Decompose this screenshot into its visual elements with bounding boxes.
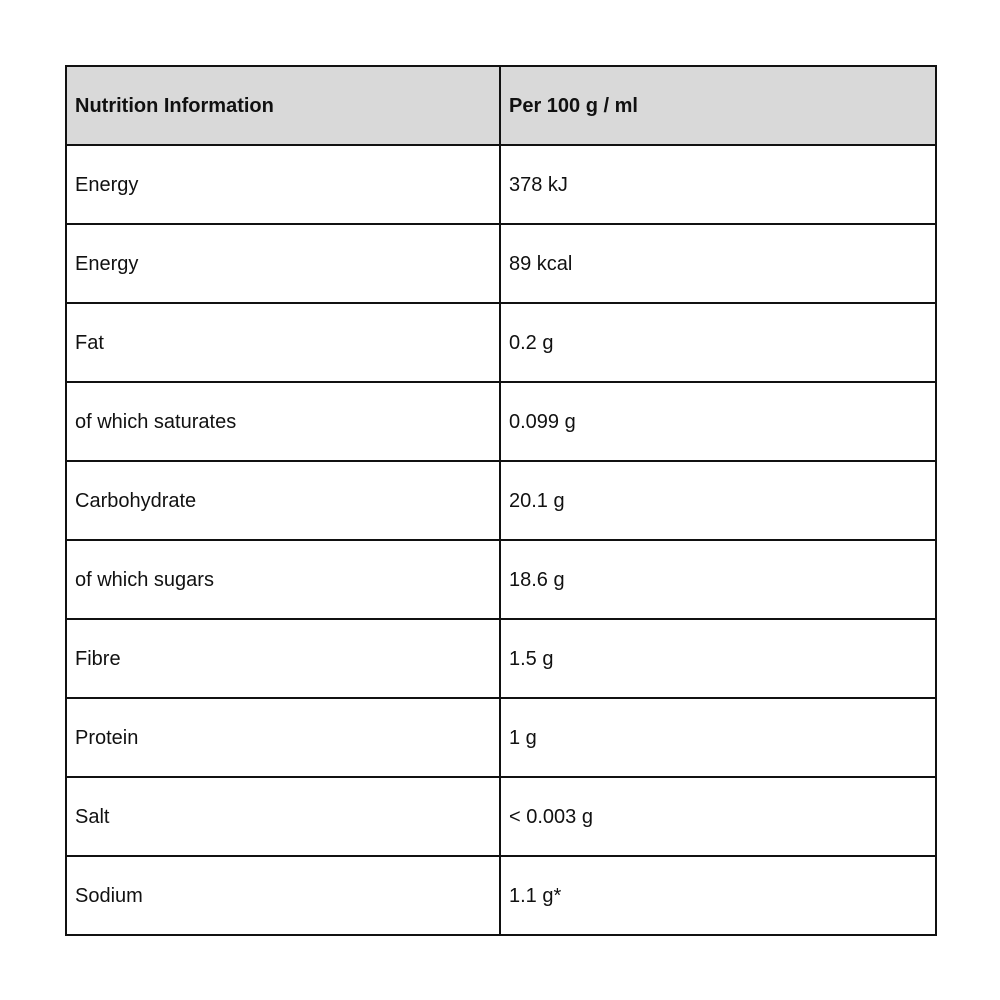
table-row xyxy=(66,303,936,382)
column-header-nutrition-information: Nutrition Information xyxy=(66,66,500,145)
row-value: 18.6 g xyxy=(500,540,936,619)
table-row xyxy=(66,777,936,856)
nutrition-table xyxy=(65,65,937,936)
row-label: Fat xyxy=(66,303,500,382)
table-row xyxy=(66,856,936,935)
row-label: Energy xyxy=(66,224,500,303)
table-row xyxy=(66,382,936,461)
row-value: 89 kcal xyxy=(500,224,936,303)
table-row xyxy=(66,145,936,224)
row-label: Sodium xyxy=(66,856,500,935)
row-value: 1.1 g* xyxy=(500,856,936,935)
row-label: Salt xyxy=(66,777,500,856)
row-label: Protein xyxy=(66,698,500,777)
row-value: 0.099 g xyxy=(500,382,936,461)
column-header-per-100: Per 100 g / ml xyxy=(500,66,936,145)
table-row xyxy=(66,540,936,619)
row-value: < 0.003 g xyxy=(500,777,936,856)
table-header-row xyxy=(66,66,936,145)
row-value: 1.5 g xyxy=(500,619,936,698)
table-row xyxy=(66,461,936,540)
row-label: Fibre xyxy=(66,619,500,698)
row-label: Carbohydrate xyxy=(66,461,500,540)
table-row xyxy=(66,224,936,303)
row-value: 1 g xyxy=(500,698,936,777)
table-row xyxy=(66,698,936,777)
row-value: 378 kJ xyxy=(500,145,936,224)
row-value: 0.2 g xyxy=(500,303,936,382)
row-label: Energy xyxy=(66,145,500,224)
row-value: 20.1 g xyxy=(500,461,936,540)
row-label: of which saturates xyxy=(66,382,500,461)
table-row xyxy=(66,619,936,698)
row-label: of which sugars xyxy=(66,540,500,619)
